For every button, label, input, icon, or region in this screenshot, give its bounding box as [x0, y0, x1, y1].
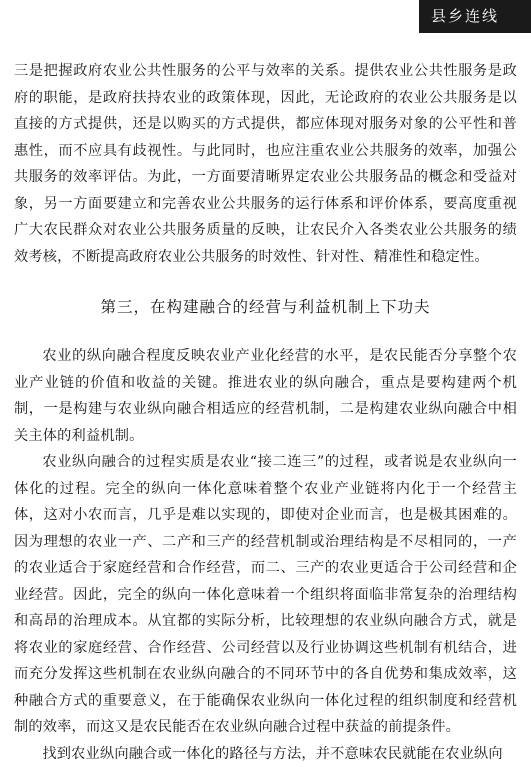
section-heading: 第三，在构建融合的经营与利益机制上下功夫 — [14, 295, 517, 319]
section-label: 县乡连线 — [431, 7, 499, 25]
section-label-tab — [419, 0, 531, 33]
paragraph-public-service-efficiency: 三是把握政府农业公共性服务的公平与效率的关系。提供农业公共性服务是政府的职能，是政府扶持农业的政策体现，因此，无论政府的农业公共服务是以直接的方式提供，还是以购买的方式提供，都应体现对服务对象的公平性和普惠性，而不应具有歧视性。与此同时，也应注重农业公共服务的效率，加强公共服务的效率评估。为此，一方面要清晰界定农业公共服务品的概念和受益对象，另一方面要建立和完善农业公共服务的运行体系和评价体系，要高度重视广大农民群众对农业公共服务质量的反映，让农民介入各类农业公共服务的绩效考核，不断提高政府农业公共服务的时效性、针对性、精准性和稳定性。 — [14, 58, 517, 270]
article-body — [14, 58, 517, 767]
paragraph-vertical-integration-path: 找到农业纵向融合或一体化的路径与方法，并不意味农民就能在农业纵向 — [14, 741, 517, 767]
paragraph-vertical-integration-process: 农业纵向融合的过程实质是农业“接二连三”的过程，或者说是农业纵向一体化的过程。完全的纵向一体化意味着整个农业产业链将内化于一个经营主体，这对小农而言，几乎是难以实现的，即使对企业而言，也是极其困难的。因为理想的农业一产、二产和三产的经营机制或治理结构是不尽相同的，一产的农业适合于家庭经营和合作经营，而二、三产的农业更适合于公司经营和企业经营。因此，完全的纵向一体化意味着一个组织将面临非常复杂的治理结构和高昂的治理成本。从宜都的实际分析，比较理想的农业纵向融合方式，就是将农业的家庭经营、合作经营、公司经营以及行业协调这些机制有机结合，进而充分发挥这些机制在农业纵向融合的不同环节中的各自优势和集成效率，这种融合方式的重要意义，在于能确保农业纵向一体化过程的组织制度和经营机制的效率，而这又是农民能否在农业纵向融合过程中获益的前提条件。 — [14, 449, 517, 741]
paragraph-vertical-integration-intro: 农业的纵向融合程度反映农业产业化经营的水平，是农民能否分享整个农业产业链的价值和收益的关键。推进农业的纵向融合，重点是要构建两个机制，一是构建与农业纵向融合相适应的经营机制，二是构建农业纵向融合中相关主体的利益机制。 — [14, 343, 517, 449]
